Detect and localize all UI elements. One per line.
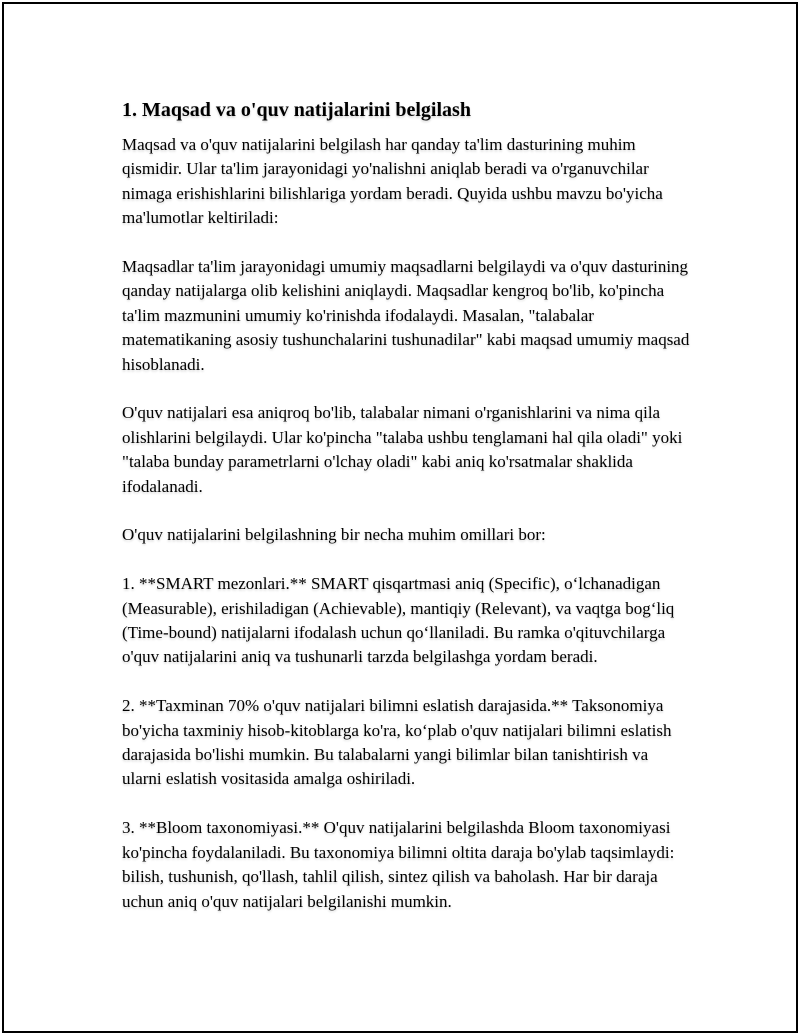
paragraph-recall-level: 2. **Taxminan 70% o'quv natijalari bilimni eslatish darajasida.** Taksonomiya bo'yicha taxminiy hisob-kitoblarga ko'ra, ko‘plab o'quv natijalari bilimni eslatish darajasida bo'lishi mumkin. Bu talabalarni yangi bilimlar bilan tanishtirish va ularni eslatish vositasida amalga oshiriladi. xyxy=(122,696,672,789)
paragraph-goals: Maqsadlar ta'lim jarayonidagi umumiy maqsadlarni belgilaydi va o'quv dasturining qanday natijalarga olib kelishini aniqlaydi. Maqsadlar kengroq bo'lib, ko'pincha ta'lim mazmunini umumiy ko'rinishda ifodalaydi. Masalan, "talabalar matematikaning asosiy tushunchalarini tushunadilar" kabi maqsad umumiy maqsad hisoblanadi. xyxy=(122,257,690,374)
paragraph-intro: Maqsad va o'quv natijalarini belgilash har qanday ta'lim dasturining muhim qismidir. Ular ta'lim jarayonidagi yo'nalishni aniqlab beradi va o'rganuvchilar nimaga erishishlarini bilishlariga yordam beradi. Quyida ushbu mavzu bo'yicha ma'lumotlar keltiriladi: xyxy=(122,135,663,228)
paragraph-factors-intro: O'quv natijalarini belgilashning bir necha muhim omillari bor: xyxy=(122,525,546,545)
paragraph-bloom: 3. **Bloom taxonomiyasi.** O'quv natijalarini belgilashda Bloom taxonomiyasi ko'pincha foydalaniladi. Bu taxonomiya bilimni oltita daraja bo'ylab taqsimlaydi: bilish, tushunish, qo'llash, tahlil qilish, sintez qilish va baholash. Har bir daraja uchun aniq o'quv natijalari belgilanishi mumkin. xyxy=(122,818,675,911)
paragraph-smart: 1. **SMART mezonlari.** SMART qisqartmasi aniq (Specific), o‘lchanadigan (Measurable), erishiladigan (Achievable), mantiqiy (Relevant), va vaqtga bog‘liq (Time-bound) natijalarni ifodalash uchun qo‘llaniladi. Bu ramka o'qituvchilarga o'quv natijalarini aniq va tushunarli tarzda belgilashga yordam beradi. xyxy=(122,574,675,667)
page-frame xyxy=(2,2,798,1033)
document-body xyxy=(122,96,692,938)
paragraph-outcomes: O'quv natijalari esa aniqroq bo'lib, talabalar nimani o'rganishlarini va nima qila olishlarini belgilaydi. Ular ko'pincha "talaba ushbu tenglamani hal qila oladi" yoki "talaba bunday parametrlarni o'lchay oladi" kabi aniq ko'rsatmalar shaklida ifodalanadi. xyxy=(122,403,683,496)
section-heading: 1. Maqsad va o'quv natijalarini belgilash xyxy=(122,99,471,121)
